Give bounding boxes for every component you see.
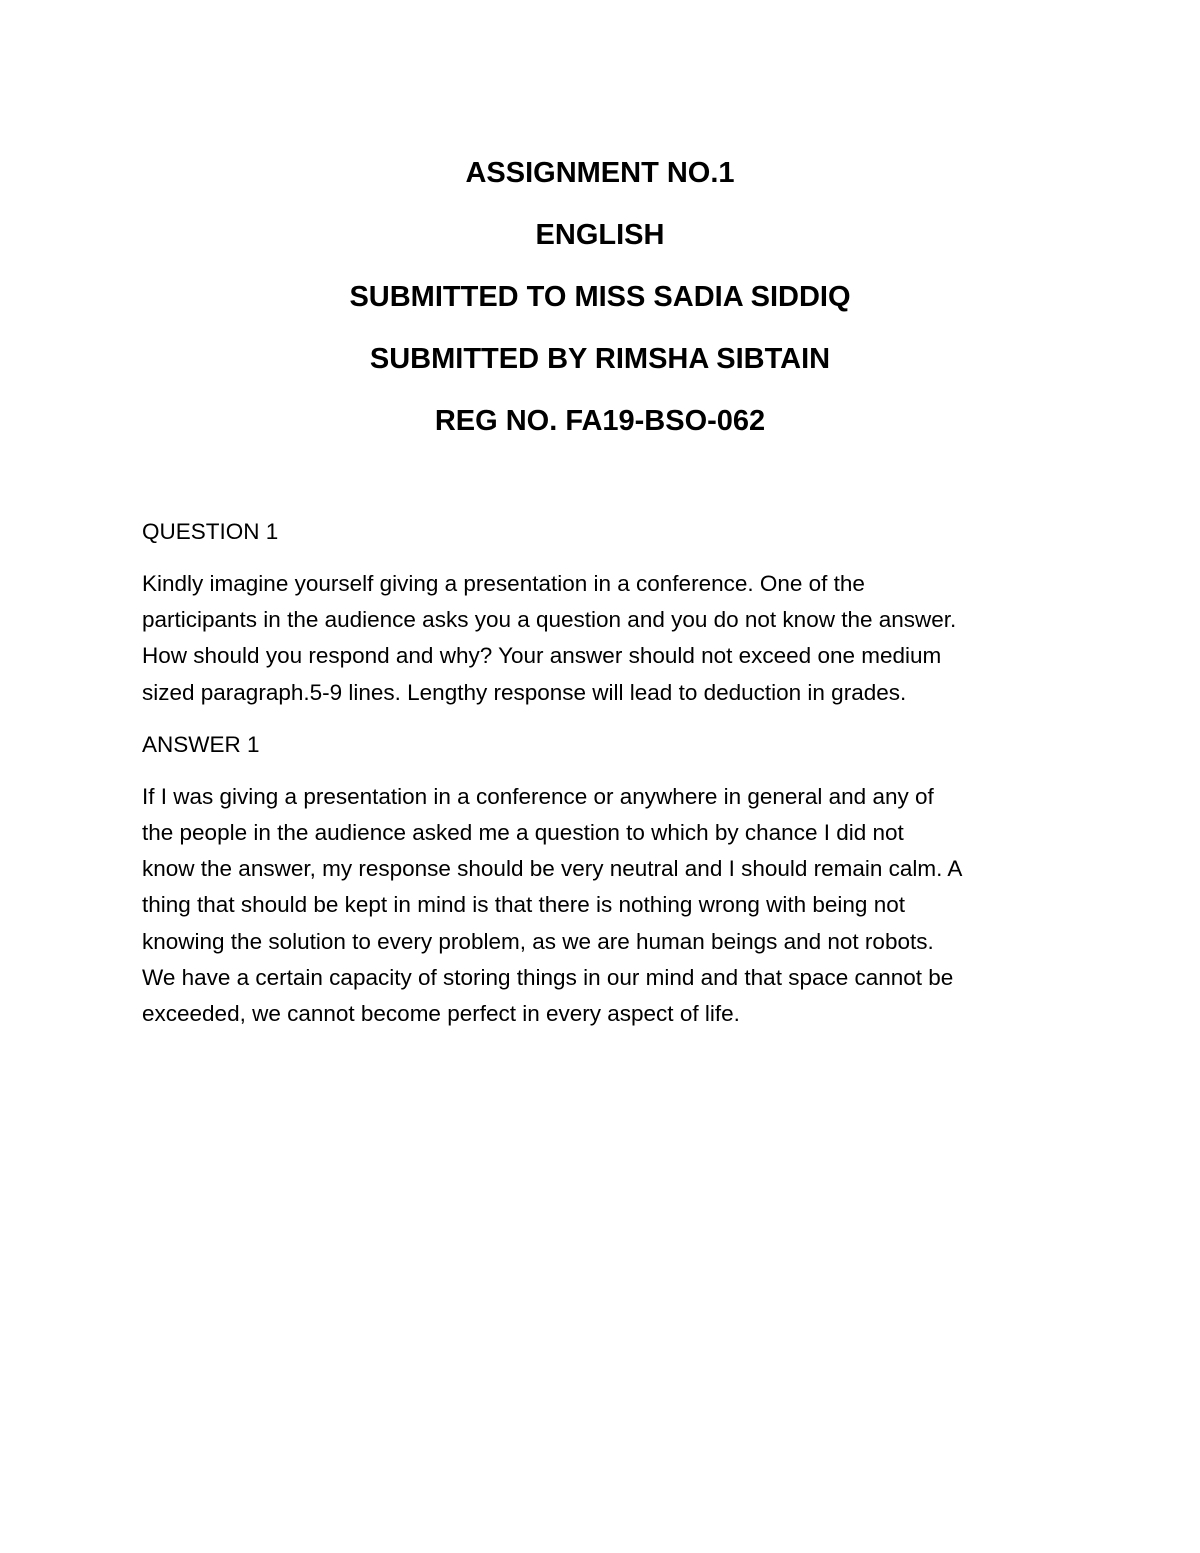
subject-title: ENGLISH — [535, 219, 665, 251]
answer-line: know the answer, my response should be very neutral and I should remain calm. A — [142, 856, 963, 882]
question-line: sized paragraph.5-9 lines. Lengthy response will lead to deduction in grades. — [142, 679, 907, 705]
question-label: QUESTION 1 — [142, 519, 279, 544]
answer-label: ANSWER 1 — [142, 731, 260, 757]
answer-line: knowing the solution to every problem, as we are human beings and not robots. — [142, 928, 934, 954]
answer-line: thing that should be kept in mind is that there is nothing wrong with being not — [142, 892, 905, 918]
question-line: participants in the audience asks you a question and you do not know the answer. — [142, 607, 957, 633]
submitted-by-line: SUBMITTED BY RIMSHA SIBTAIN — [369, 343, 831, 375]
answer-line: If I was giving a presentation in a conference or anywhere in general and any of — [142, 783, 934, 809]
assignment-title: ASSIGNMENT NO.1 — [465, 157, 735, 189]
document-body — [142, 514, 1072, 1048]
registration-number-line: REG NO. FA19-BSO-062 — [434, 405, 766, 437]
answer-line: the people in the audience asked me a question to which by chance I did not — [142, 820, 904, 846]
title-block — [0, 142, 1200, 452]
answer-line: We have a certain capacity of storing things in our mind and that space cannot be — [142, 964, 954, 990]
submitted-to-line: SUBMITTED TO MISS SADIA SIDDIQ — [349, 281, 851, 313]
answer-line: exceeded, we cannot become perfect in every aspect of life. — [142, 1001, 740, 1027]
question-text — [142, 566, 1072, 711]
question-line: How should you respond and why? Your answer should not exceed one medium — [142, 643, 942, 669]
question-line: Kindly imagine yourself giving a presentation in a conference. One of the — [142, 571, 865, 596]
answer-text — [142, 779, 1072, 1032]
